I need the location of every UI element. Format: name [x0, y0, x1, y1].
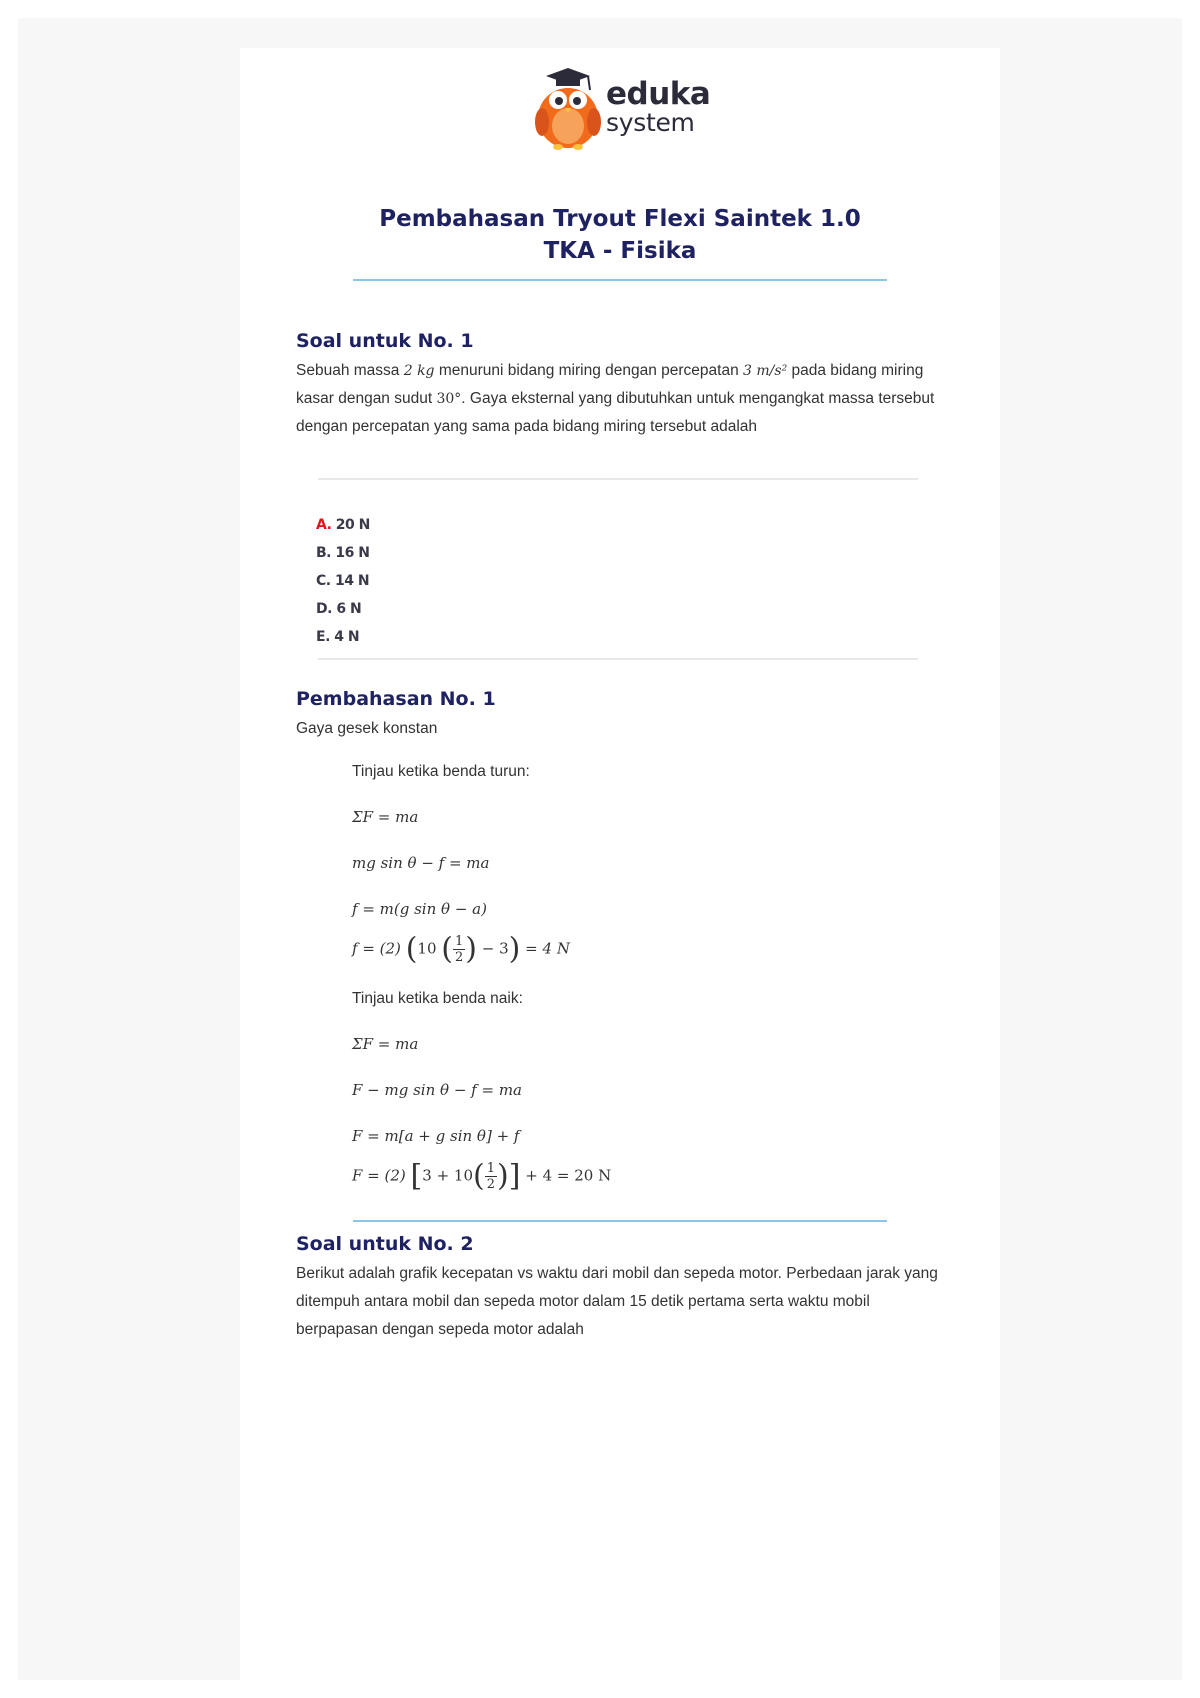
equation-1: ΣF = ma: [352, 808, 419, 826]
option-key: C.: [316, 573, 331, 589]
paren-open: (: [405, 931, 418, 967]
equation-3: f = m(g sin θ − a): [352, 900, 487, 918]
title-divider: [353, 279, 887, 281]
option-d[interactable]: [316, 595, 370, 623]
title-line-1: Pembahasan Tryout Flexi Saintek 1.0: [379, 206, 861, 232]
eq8-rhs: + 4 = 20 N: [525, 1166, 612, 1185]
option-e[interactable]: [316, 623, 370, 651]
fraction-denominator: 2: [486, 1177, 496, 1192]
equation-5: ΣF = ma: [352, 1035, 419, 1053]
option-c[interactable]: [316, 567, 370, 595]
option-key: B.: [316, 545, 331, 561]
turun-label: Tinjau ketika benda turun:: [352, 763, 530, 780]
soal-1-text: [296, 357, 951, 441]
option-key: D.: [316, 601, 332, 617]
paren-close: ): [508, 931, 521, 967]
soal-1-text-part: . Gaya eksternal yang dibutuhkan untuk mengangkat massa tersebut dengan percepatan yang sama pada bidang miring tersebut adalah: [296, 390, 935, 435]
title-line-2: TKA - Fisika: [543, 238, 697, 264]
fraction-half: [485, 1161, 497, 1192]
acceleration-value: 3 m/s²: [743, 363, 788, 379]
soal-2-heading: Soal untuk No. 2: [296, 1233, 474, 1255]
eduka-logo: [530, 66, 720, 151]
option-a[interactable]: [316, 511, 370, 539]
paren-close: ): [465, 931, 477, 967]
eq4-lhs: f = (2): [352, 939, 401, 958]
page-background: [18, 18, 1182, 1680]
bracket-close: ]: [508, 1158, 521, 1194]
page-title: [240, 203, 1000, 267]
option-key: A.: [316, 517, 332, 533]
owl-mascot-icon: [530, 66, 606, 151]
section-divider: [353, 1220, 887, 1222]
option-b[interactable]: [316, 539, 370, 567]
options-bottom-divider: [318, 658, 918, 660]
soal-2-text: Berikut adalah grafik kecepatan vs waktu dari mobil dan sepeda motor. Perbedaan jarak yang ditempuh antara mobil dan sepeda motor dalam 15 detik pertama serta waktu mobil berpapasan dengan sepeda motor adalah: [296, 1265, 938, 1338]
option-key: E.: [316, 629, 330, 645]
logo-text-eduka: eduka: [606, 76, 711, 112]
options-top-divider: [318, 478, 918, 480]
document-page: [240, 48, 1000, 1698]
paren-open: (: [473, 1158, 485, 1194]
eq4-term: 10: [417, 939, 437, 958]
angle-value: 30°: [436, 391, 462, 407]
option-value: 16 N: [335, 545, 370, 561]
soal-1-text-part: pada bidang miring kasar dengan sudut: [296, 362, 924, 407]
pembahasan-1-intro: Gaya gesek konstan: [296, 720, 438, 737]
equation-8: [352, 1158, 612, 1194]
fraction-numerator: 1: [486, 1161, 496, 1176]
paren-close: ): [497, 1158, 509, 1194]
option-value: 14 N: [334, 573, 370, 589]
option-value: 20 N: [335, 517, 370, 533]
soal-1-text-part: menuruni bidang miring dengan percepatan: [434, 362, 744, 379]
eq4-term: − 3: [481, 939, 509, 958]
fraction-numerator: 1: [455, 934, 464, 949]
soal-1-heading: Soal untuk No. 1: [296, 330, 474, 352]
option-value: 6 N: [336, 601, 362, 617]
pembahasan-1-heading: Pembahasan No. 1: [296, 688, 496, 710]
answer-options: [316, 511, 370, 651]
soal-1-text-part: Sebuah massa: [296, 362, 404, 379]
eq4-rhs: = 4 N: [525, 939, 570, 958]
bracket-open: [: [410, 1158, 423, 1194]
naik-label: Tinjau ketika benda naik:: [352, 990, 523, 1007]
mass-value: 2 kg: [403, 363, 435, 379]
eq8-term: 3 + 10: [422, 1166, 474, 1185]
equation-2: mg sin θ − f = ma: [352, 854, 490, 872]
equation-6: F − mg sin θ − f = ma: [352, 1081, 522, 1099]
paren-open: (: [441, 931, 453, 967]
fraction-half: [453, 934, 465, 965]
logo-text-system: system: [606, 108, 695, 137]
equation-4: [352, 931, 570, 967]
option-value: 4 N: [334, 629, 360, 645]
equation-7: F = m[a + g sin θ] + f: [352, 1127, 520, 1145]
fraction-denominator: 2: [455, 950, 464, 965]
eq8-lhs: F = (2): [352, 1166, 406, 1185]
